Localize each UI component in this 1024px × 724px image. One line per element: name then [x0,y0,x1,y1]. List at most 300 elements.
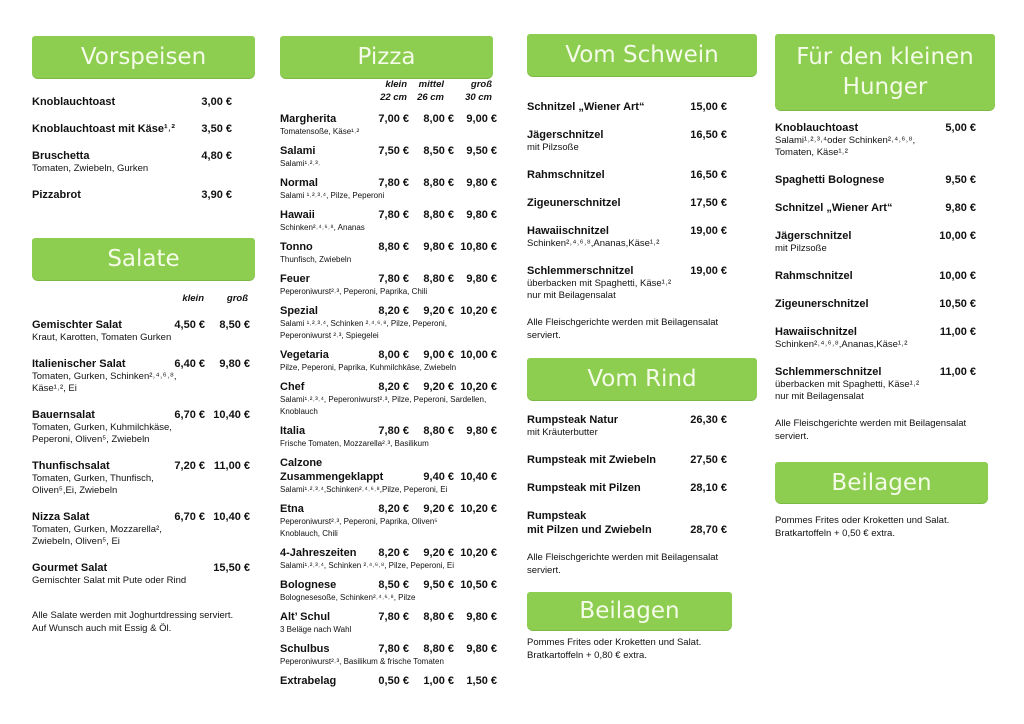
menu-item [32,459,255,497]
menu-item [280,144,497,170]
menu-item [775,365,995,403]
menu-item [280,380,497,418]
item-name [32,122,255,136]
section-title: Vom Schwein [565,42,719,68]
item-name [775,269,995,283]
item-price: 8,20 € [378,305,409,317]
item-price: 10,50 € [460,579,497,591]
menu-item [527,413,757,439]
price-column-headers [280,79,497,91]
item-description: Tomatensoße, Käse¹˒² [280,127,360,136]
item-price: 9,50 € [945,174,976,186]
item-name-text: 4-Jahreszeiten [280,547,357,559]
menu-item [32,318,255,344]
section-title: Vorspeisen [80,44,207,70]
item-price: 4,50 € [174,319,205,331]
item-name [527,509,757,523]
item-price: 28,70 € [690,524,727,536]
item-price: 1,50 € [466,675,497,687]
note-line: Pommes Frites oder Kroketten und Salat. [775,515,950,526]
menu-item [527,481,757,495]
menu-item-list [32,95,255,202]
price-column-header: 26 cm [417,92,444,103]
section-header [280,36,493,78]
menu-item [32,357,255,395]
item-name [527,128,757,142]
item-price: 7,00 € [378,113,409,125]
item-name-text: Calzone [280,457,323,469]
item-price: 8,50 € [219,319,250,331]
item-name [775,325,995,339]
price-column-header: klein [182,293,204,304]
item-description: Tomaten, Zwiebeln, Gurken [32,163,149,174]
section-note [32,609,255,635]
item-price: 9,80 € [466,209,497,221]
item-price: 9,80 € [466,425,497,437]
item-name [775,297,995,311]
note-line: Bratkartoffeln + 0,50 € extra. [775,528,895,539]
item-price: 9,50 € [423,579,454,591]
item-name-text: Jägerschnitzel [527,129,604,141]
section-note [527,316,757,342]
item-price: 8,00 € [378,349,409,361]
note-line: Pommes Frites oder Kroketten und Salat. [527,637,702,648]
item-name-text: Pizzabrot [32,189,81,201]
item-price: 8,20 € [378,503,409,515]
item-name-text: Gemischter Salat [32,319,122,331]
item-name-text: Rumpsteak [527,510,587,522]
item-name [280,424,497,438]
item-name [280,380,497,394]
item-name [775,365,995,379]
item-description: nur mit Beilagensalat [527,290,616,301]
item-description: Schinken²˒⁴˒⁶˒⁸,Ananas,Käse¹˒² [527,238,660,249]
item-price: 9,50 € [466,145,497,157]
item-price: 28,10 € [690,482,727,494]
item-price: 9,20 € [423,503,454,515]
section-note [527,551,757,577]
item-price: 8,20 € [378,547,409,559]
note-line: Alle Salate werden mit Joghurtdressing serviert. [32,610,234,621]
item-name-text: Rumpsteak Natur [527,414,619,426]
menu-item [527,264,757,302]
menu-item-list [527,413,757,537]
section-vorspeisen [32,36,255,202]
section-header [32,36,255,78]
menu-item [280,272,497,298]
item-name-text: Normal [280,177,318,189]
item-price: 11,00 € [939,326,976,338]
item-name [280,208,497,222]
item-price: 8,80 € [423,209,454,221]
item-price: 10,20 € [460,503,497,515]
menu-item [280,610,497,636]
item-price: 7,80 € [378,209,409,221]
item-name-text: Hawaiischnitzel [527,225,609,237]
section-note [775,514,988,540]
note-line: Alle Fleischgerichte werden mit Beilagensalat [527,552,719,563]
item-name-text: Rumpsteak mit Zwiebeln [527,454,656,466]
section-header [527,34,757,76]
section-title: Beilagen [579,598,680,624]
item-name-text: Rahmschnitzel [775,270,853,282]
item-name-text: Etna [280,503,304,515]
menu-item [527,128,757,154]
item-price: 7,80 € [378,643,409,655]
item-price: 9,80 € [219,358,250,370]
menu-item-list [280,112,497,688]
section-note [527,636,732,662]
item-price: 7,50 € [378,145,409,157]
item-name-text: Bruschetta [32,150,90,162]
item-price: 8,20 € [378,381,409,393]
item-name [280,578,497,592]
item-description: Tomaten, Gurken, Schinken²˒⁴˒⁶˒⁸, [32,371,177,382]
item-name [280,240,497,254]
item-price: 10,00 € [939,230,976,242]
item-price: 19,00 € [690,225,727,237]
item-price: 9,80 € [466,611,497,623]
item-name-text: Chef [280,381,305,393]
item-description: Peperoni, Oliven⁵, Zwiebeln [32,434,150,445]
item-price: 9,40 € [423,471,454,483]
section-title: Vom Rind [587,366,697,392]
item-description: Salami¹˒²˒³˒⁴, Schinken ²˒⁴˒⁶˒⁸, Pilze, Peperoni, Ei [280,561,455,570]
menu-item [280,176,497,202]
menu-item [775,173,995,187]
item-subname-text: mit Pilzen und Zwiebeln [527,524,652,536]
section-header [527,358,757,400]
item-price: 11,00 € [213,460,250,472]
item-price: 3,90 € [201,189,232,201]
item-subname [280,470,497,484]
menu-item [280,674,497,688]
item-description: Knoblauch [280,407,318,416]
item-price: 10,20 € [460,547,497,559]
item-price: 16,50 € [690,129,727,141]
item-name-text: Schnitzel „Wiener Art“ [775,202,893,214]
item-name-text: Vegetaria [280,349,329,361]
item-name-text: Schulbus [280,643,330,655]
item-description: Salami ¹˒²˒³˒⁴, Pilze, Peperoni [280,191,385,200]
item-price: 0,50 € [378,675,409,687]
item-description: mit Kräuterbutter [527,427,598,438]
item-description: Salami¹˒²˒³˒⁴, Peperoniwurst²˒³, Pilze, Peperoni, Sardellen, [280,395,487,404]
price-column-header: mittel [418,79,444,90]
item-name [32,318,255,332]
menu-item [280,424,497,450]
item-name-text: Tonno [280,241,313,253]
item-price: 8,80 € [378,241,409,253]
item-description: mit Pilzsoße [775,243,827,254]
menu-item [775,325,995,351]
item-name-text: Thunfischsalat [32,460,110,472]
item-price: 5,00 € [945,122,976,134]
note-line: serviert. [527,330,561,341]
item-price: 6,70 € [174,409,205,421]
price-column-header: 22 cm [380,92,407,103]
item-name [280,272,497,286]
item-name [775,201,995,215]
note-line: Alle Fleischgerichte werden mit Beilagensalat [527,317,719,328]
item-name [775,173,995,187]
item-price: 10,40 € [213,409,250,421]
item-name [527,100,757,114]
section-header [32,238,255,280]
item-name [32,357,255,371]
note-line: Auf Wunsch auch mit Essig & Öl. [32,623,172,634]
item-price: 15,50 € [213,562,250,574]
note-line: serviert. [527,565,561,576]
price-column-header: klein [385,79,407,90]
menu-item [32,149,255,175]
item-price: 17,50 € [690,197,727,209]
item-price: 1,00 € [423,675,454,687]
item-description: nur mit Beilagensalat [775,391,864,402]
menu-item [280,208,497,234]
item-subname [527,523,757,537]
item-description: Thunfisch, Zwiebeln [280,255,352,264]
item-name [32,149,255,163]
item-price: 10,40 € [460,471,497,483]
menu-item [527,224,757,250]
price-column-header: 30 cm [465,92,492,103]
item-price: 16,50 € [690,169,727,181]
item-name [280,642,497,656]
item-name-text: Zigeunerschnitzel [775,298,869,310]
price-column-header: groß [226,293,248,304]
item-name [280,112,497,126]
item-description: Schinken²˒⁴˒⁶˒⁸, Ananas [280,223,365,232]
item-price: 19,00 € [690,265,727,277]
item-name-text: Rahmschnitzel [527,169,605,181]
item-name [280,348,497,362]
item-name-text: Rumpsteak mit Pilzen [527,482,641,494]
item-description: Peperoniwurst²˒³, Peperoni, Paprika, Oliven⁵ [280,517,438,526]
item-description: Peperoniwurst²˒³, Basilikum & frische Tomaten [280,657,444,666]
item-description: Salami¹˒²˒³˒ [280,159,321,168]
item-name-text: Bauernsalat [32,409,95,421]
menu-item [527,196,757,210]
item-price: 9,80 € [945,202,976,214]
price-column-headers [32,293,255,305]
price-column-header: groß [470,79,492,90]
item-name-text: Spezial [280,305,318,317]
item-price: 15,00 € [690,101,727,113]
item-name [527,413,757,427]
menu-item [280,240,497,266]
item-name [527,481,757,495]
item-description: 3 Beläge nach Wahl [280,625,352,634]
menu-item [527,453,757,467]
item-price: 9,80 € [466,177,497,189]
item-price: 7,80 € [378,611,409,623]
item-description: Salami¹˒²˒³˒⁴oder Schinken²˒⁴˒⁶˒⁸, [775,135,916,146]
section-note [775,417,995,443]
item-description: mit Pilzsoße [527,142,579,153]
section-header [775,34,995,110]
item-subname-text: Zusammengeklappt [280,471,384,483]
item-name-text: Schlemmerschnitzel [775,366,882,378]
item-name [32,561,255,575]
item-name-text: Hawaiischnitzel [775,326,857,338]
price-column-headers [280,92,497,104]
item-description: Tomaten, Gurken, Kuhmilchkäse, [32,422,172,433]
section-header [775,462,988,503]
section-title: Für den kleinen [796,44,974,70]
item-name [280,144,497,158]
item-name [32,510,255,524]
item-price: 8,80 € [423,425,454,437]
item-price: 4,80 € [201,150,232,162]
menu-item [280,348,497,374]
item-price: 3,00 € [201,96,232,108]
section-beilagen3 [527,592,732,662]
section-kinder [775,34,995,443]
item-name [32,188,255,202]
item-price: 9,20 € [423,547,454,559]
note-line: Alle Fleischgerichte werden mit Beilagensalat [775,418,967,429]
item-price: 27,50 € [690,454,727,466]
menu-item [280,546,497,572]
menu-item [775,229,995,255]
item-name [527,264,757,278]
item-name-text: Zigeunerschnitzel [527,197,621,209]
item-price: 7,80 € [378,177,409,189]
item-price: 9,80 € [466,273,497,285]
item-price: 6,70 € [174,511,205,523]
item-name [527,168,757,182]
item-description: Bolognesesoße, Schinken²˒⁴˒⁶˒⁸, Pilze [280,593,416,602]
item-name-text: Knoblauchtoast [32,96,116,108]
item-name [32,408,255,422]
item-name [775,229,995,243]
item-description: überbacken mit Spaghetti, Käse¹˒² [775,379,920,390]
menu-item [527,100,757,114]
item-price: 7,80 € [378,425,409,437]
section-title: Pizza [357,44,416,70]
section-title: Beilagen [831,469,932,496]
item-name-text: Feuer [280,273,310,285]
item-description: Pilze, Peperoni, Paprika, Kuhmilchkäse, Zwiebeln [280,363,457,372]
item-name [527,196,757,210]
item-description: Schinken²˒⁴˒⁶˒⁸,Ananas,Käse¹˒² [775,339,908,350]
item-description: überbacken mit Spaghetti, Käse¹˒² [527,278,672,289]
menu-item [775,121,995,159]
section-title: Hunger [842,74,928,100]
item-name-text: Salami [280,145,316,157]
item-price: 9,80 € [423,241,454,253]
item-price: 10,20 € [460,381,497,393]
item-price: 8,80 € [423,177,454,189]
menu-item [32,122,255,136]
item-price: 8,00 € [423,113,454,125]
item-description: Tomaten, Gurken, Thunfisch, [32,473,154,484]
menu-item-list [775,121,995,403]
item-name [280,176,497,190]
item-description: Zwiebeln, Oliven⁵, Ei [32,536,120,547]
item-name [280,674,497,688]
item-name-text: Margherita [280,113,337,125]
section-rind [527,358,757,577]
item-name-text: Extrabelag [280,675,337,687]
item-name-text: Hawaii [280,209,315,221]
section-header [527,592,732,630]
item-description: Gemischter Salat mit Pute oder Rind [32,575,187,586]
item-description: Tomaten, Käse¹˒² [775,147,848,158]
menu-item [280,456,497,496]
item-name-text: Gourmet Salat [32,562,108,574]
item-price: 10,50 € [939,298,976,310]
section-title: Salate [107,246,180,272]
menu-item [32,408,255,446]
item-price: 7,20 € [174,460,205,472]
item-name-text: Nizza Salat [32,511,90,523]
menu-item [775,201,995,215]
menu-item [280,642,497,668]
item-price: 9,20 € [423,381,454,393]
item-name [280,610,497,624]
menu-item-list [32,318,255,587]
section-beilagen4 [775,462,988,540]
menu-item [32,188,255,202]
menu-item [280,502,497,540]
item-description: Tomaten, Gurken, Mozzarella², [32,524,162,535]
item-name [527,224,757,238]
item-name-text: Italia [280,425,306,437]
item-price: 10,00 € [460,349,497,361]
item-name-text: Italienischer Salat [32,358,126,370]
item-name [32,95,255,109]
menu-item [280,304,497,342]
item-name [280,456,497,470]
menu-item [280,112,497,138]
menu-item [280,578,497,604]
item-price: 8,80 € [423,643,454,655]
menu-item [32,510,255,548]
item-description: Peperoniwurst²˒³, Peperoni, Paprika, Chili [280,287,428,296]
item-price: 8,50 € [423,145,454,157]
item-description: Knoblauch, Chili [280,529,338,538]
item-description: Salami¹˒²˒³˒⁴,Schinken²˒⁴˒⁶˒⁸,Pilze, Peperoni, Ei [280,485,448,494]
section-pizza [280,36,497,694]
item-price: 8,80 € [423,611,454,623]
item-name-text: Knoblauchtoast mit Käse¹˒² [32,123,176,135]
item-name-text: Jägerschnitzel [775,230,852,242]
item-price: 9,80 € [466,643,497,655]
item-price: 6,40 € [174,358,205,370]
item-name [280,502,497,516]
item-price: 10,40 € [213,511,250,523]
menu-item-list [527,100,757,302]
item-name-text: Knoblauchtoast [775,122,859,134]
item-description: Käse¹˒², Ei [32,383,77,394]
item-description: Peperoniwurst ²˒³, Spiegelei [280,331,379,340]
item-price: 8,80 € [423,273,454,285]
item-price: 11,00 € [939,366,976,378]
menu-item [32,95,255,109]
item-price: 26,30 € [690,414,727,426]
item-name-text: Bolognese [280,579,337,591]
section-salate [32,238,255,635]
menu-item [32,561,255,587]
item-price: 9,20 € [423,305,454,317]
item-description: Salami ¹˒²˒³˒⁴, Schinken ²˒⁴˒⁶˒⁸, Pilze, Peperoni, [280,319,447,328]
item-name-text: Schlemmerschnitzel [527,265,634,277]
menu-item [775,269,995,283]
item-price: 9,00 € [466,113,497,125]
item-name [527,453,757,467]
